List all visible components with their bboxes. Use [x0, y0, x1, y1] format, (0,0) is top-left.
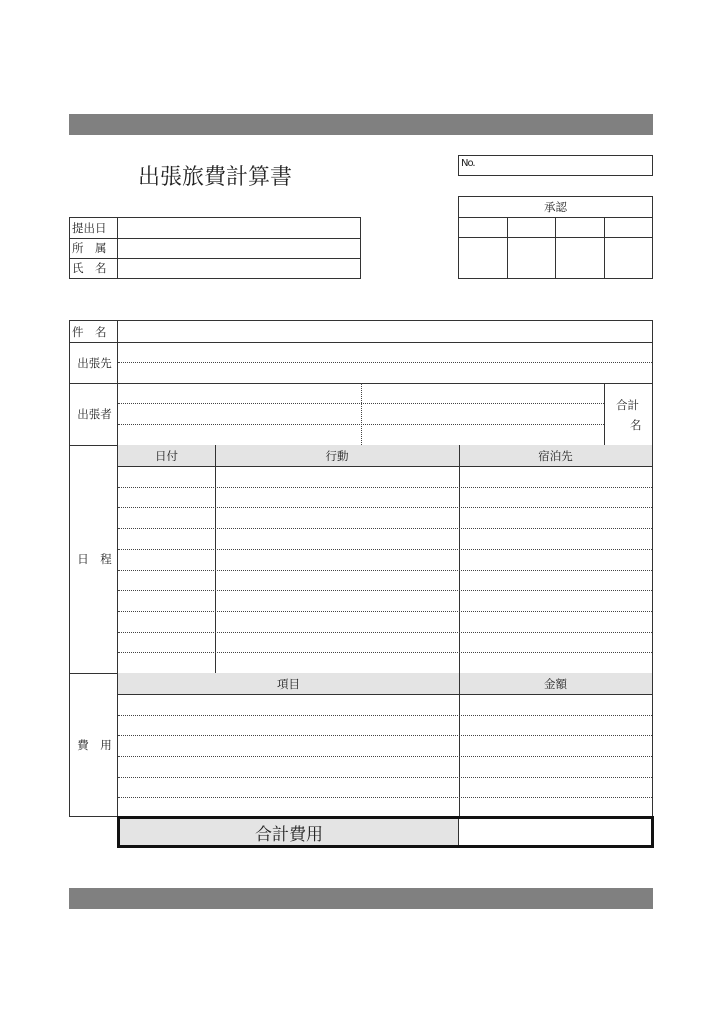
schedule-header-lodging: 宿泊先 — [459, 445, 652, 467]
document-title: 出張旅費計算書 — [137, 165, 292, 190]
subject-field[interactable] — [120, 322, 650, 341]
traveler-name-3[interactable] — [120, 426, 358, 444]
submit-date-field[interactable] — [119, 219, 358, 237]
traveler-count-cell[interactable] — [606, 383, 652, 445]
traveler-name-1[interactable] — [120, 384, 358, 402]
traveler-name-4[interactable] — [364, 384, 602, 402]
department-label: 所 属 — [72, 241, 107, 255]
name-field[interactable] — [119, 259, 358, 277]
name-label: 氏 名 — [72, 261, 107, 275]
total-cost-label: 合計費用 — [120, 819, 459, 845]
total-count-label: 合計 — [616, 398, 639, 412]
expense-header-amount: 金額 — [459, 673, 652, 695]
number-label: No. — [461, 158, 475, 169]
persons-unit-label: 名 — [630, 418, 642, 432]
top-decorative-bar — [69, 114, 653, 135]
schedule-header-action: 行動 — [215, 445, 459, 467]
approval-stamp-cell-3[interactable] — [556, 238, 603, 278]
expenses-label: 費 用 — [77, 738, 112, 752]
traveler-name-5[interactable] — [364, 405, 602, 423]
schedule-label: 日 程 — [77, 552, 112, 566]
total-cost-row — [117, 816, 654, 848]
expense-header-item: 項目 — [118, 673, 459, 695]
main-form-table — [69, 320, 653, 817]
approval-stamp-cell-4[interactable] — [605, 238, 652, 278]
submit-date-label: 提出日 — [72, 221, 107, 235]
destination-field-1[interactable] — [120, 343, 650, 361]
destination-field-2[interactable] — [120, 363, 650, 382]
travelers-label: 出張者 — [77, 407, 112, 421]
department-field[interactable] — [119, 239, 358, 257]
approval-stamp-box — [458, 196, 653, 279]
subject-label: 件 名 — [72, 324, 107, 339]
approval-stamp-cell-2[interactable] — [508, 238, 554, 278]
applicant-info-table — [69, 217, 361, 279]
bottom-decorative-bar — [69, 888, 653, 909]
approval-stamp-cell-1[interactable] — [459, 238, 506, 278]
approval-title: 承認 — [544, 200, 567, 214]
total-cost-field[interactable] — [461, 819, 651, 845]
schedule-rows-area[interactable] — [118, 466, 652, 673]
schedule-header-date: 日付 — [118, 445, 215, 467]
traveler-name-2[interactable] — [120, 405, 358, 423]
destination-label: 出張先 — [77, 355, 112, 370]
traveler-name-6[interactable] — [364, 426, 602, 444]
document-number-box[interactable] — [458, 155, 653, 176]
expense-rows-area[interactable] — [118, 694, 652, 817]
